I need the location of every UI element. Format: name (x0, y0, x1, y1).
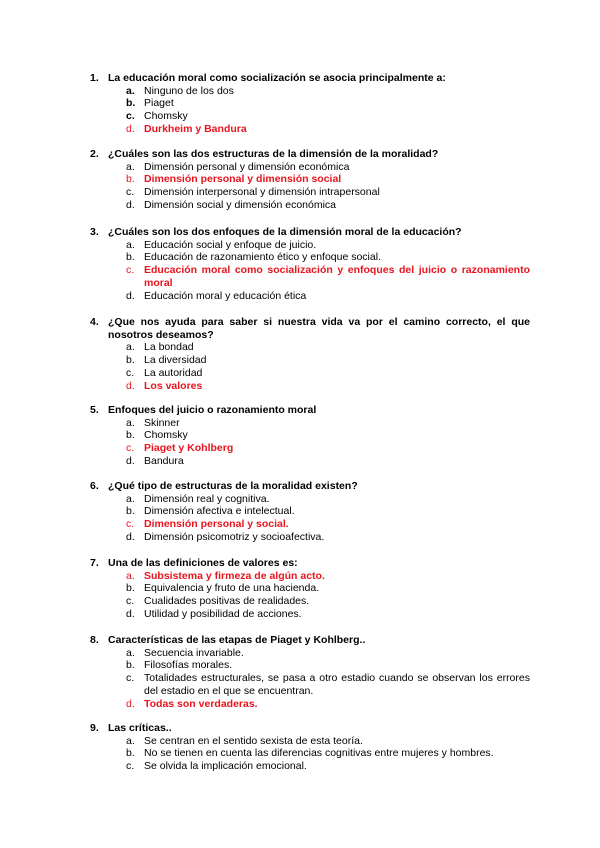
option-letter: c. (126, 595, 135, 608)
question-text: Una de las definiciones de valores es: (108, 557, 298, 569)
option-letter: b. (126, 505, 135, 518)
answer-option-b (90, 659, 530, 672)
option-letter: d. (126, 454, 135, 467)
question-2 (90, 148, 530, 212)
question-heading (90, 316, 530, 341)
question-heading (90, 480, 530, 493)
answer-options (90, 417, 530, 468)
option-text: Educación moral como socialización y enfoques del juicio o razonamiento moral (144, 264, 530, 289)
option-letter: b. (126, 97, 136, 110)
option-letter: b. (126, 582, 135, 595)
option-letter: d. (126, 607, 135, 620)
question-text: ¿Qué tipo de estructuras de la moralidad existen? (108, 480, 358, 492)
question-number: 6. (90, 480, 99, 492)
option-text: La autoridad (144, 366, 203, 379)
option-text: Dimensión afectiva e intelectual. (144, 505, 295, 518)
answer-option-d (90, 123, 530, 136)
option-text: Dimensión real y cognitiva. (144, 492, 270, 505)
option-text: Filosofías morales. (144, 659, 233, 672)
answer-option-d (90, 608, 530, 621)
option-text: Piaget (144, 97, 174, 110)
question-heading (90, 722, 530, 735)
answer-options (90, 570, 530, 621)
option-text: Chomsky (144, 429, 188, 442)
answer-options (90, 493, 530, 544)
question-7 (90, 557, 530, 621)
answer-option-a (90, 417, 530, 430)
answer-options (90, 161, 530, 212)
answer-option-d (90, 199, 530, 212)
question-number: 9. (90, 722, 99, 734)
question-text: Características de las etapas de Piaget y Kohlberg.. (108, 634, 366, 646)
option-text: Subsistema y firmeza de algún acto. (144, 569, 325, 582)
answer-option-a (90, 239, 530, 252)
answer-option-a (90, 647, 530, 660)
answer-option-b (90, 582, 530, 595)
option-letter: d. (126, 198, 135, 211)
option-letter: a. (126, 84, 135, 97)
question-heading (90, 404, 530, 417)
option-letter: c. (126, 442, 135, 455)
option-text: Piaget y Kohlberg (144, 442, 234, 455)
option-text: Secuencia invariable. (144, 646, 244, 659)
option-letter: c. (126, 186, 135, 199)
answer-options (90, 341, 530, 392)
option-text: Ninguno de los dos (144, 84, 234, 97)
option-text: Skinner (144, 416, 180, 429)
answer-option-a (90, 570, 530, 583)
question-5 (90, 404, 530, 468)
option-text: La diversidad (144, 354, 207, 367)
question-text: ¿Que nos ayuda para saber si nuestra vida va por el camino correcto, el que nosotros deseamos? (108, 316, 530, 341)
question-heading (90, 557, 530, 570)
answer-option-b (90, 429, 530, 442)
option-letter: d. (126, 379, 135, 392)
option-text: Dimensión interpersonal y dimensión intrapersonal (144, 186, 380, 199)
option-letter: a. (126, 646, 135, 659)
answer-option-c (90, 595, 530, 608)
question-1 (90, 72, 530, 136)
option-text: Dimensión psicomotriz y socioafectiva. (144, 530, 325, 543)
option-text: Educación social y enfoque de juicio. (144, 238, 317, 251)
answer-option-c (90, 760, 530, 773)
answer-option-a (90, 85, 530, 98)
option-text: Utilidad y posibilidad de acciones. (144, 607, 302, 620)
option-letter: d. (126, 289, 135, 302)
answer-option-c (90, 442, 530, 455)
option-text: Bandura (144, 454, 184, 467)
question-number: 1. (90, 72, 99, 84)
option-text: Dimensión personal y dimensión social (144, 173, 342, 186)
option-text: La bondad (144, 341, 194, 354)
option-text: Durkheim y Bandura (144, 122, 247, 135)
answer-option-a (90, 341, 530, 354)
answer-options (90, 239, 530, 303)
option-letter: b. (126, 251, 135, 264)
question-heading (90, 148, 530, 161)
option-letter: c. (126, 110, 135, 123)
question-heading (90, 226, 530, 239)
answer-option-d (90, 698, 530, 711)
option-letter: b. (126, 173, 135, 186)
question-text: La educación moral como socialización se asocia principalmente a: (108, 72, 446, 84)
answer-option-c (90, 186, 530, 199)
question-text: ¿Cuáles son los dos enfoques de la dimensión moral de la educación? (108, 226, 462, 238)
question-number: 3. (90, 226, 99, 238)
option-letter: a. (126, 341, 135, 354)
option-text: Los valores (144, 379, 203, 392)
option-letter: a. (126, 416, 135, 429)
answer-option-c (90, 367, 530, 380)
answer-options (90, 647, 530, 711)
answer-option-d (90, 290, 530, 303)
answer-options (90, 85, 530, 136)
option-text: Chomsky (144, 110, 188, 123)
question-number: 5. (90, 404, 99, 416)
option-text: Educación moral y educación ética (144, 289, 307, 302)
option-text: Dimensión social y dimensión económica (144, 198, 337, 211)
option-letter: c. (126, 672, 135, 685)
option-text: Dimensión personal y social. (144, 518, 289, 531)
answer-option-c (90, 264, 530, 289)
answer-option-a (90, 161, 530, 174)
question-text: Las críticas.. (108, 722, 172, 734)
question-heading (90, 72, 530, 85)
answer-option-b (90, 97, 530, 110)
option-letter: b. (126, 354, 135, 367)
question-3 (90, 226, 530, 302)
option-letter: b. (126, 659, 135, 672)
answer-option-b (90, 251, 530, 264)
option-letter: c. (126, 264, 135, 277)
question-number: 8. (90, 634, 99, 646)
option-letter: c. (126, 518, 135, 531)
option-letter: b. (126, 429, 135, 442)
answer-option-b (90, 505, 530, 518)
option-letter: a. (126, 492, 135, 505)
answer-option-a (90, 493, 530, 506)
option-letter: d. (126, 697, 135, 710)
answer-option-b (90, 173, 530, 186)
option-letter: c. (126, 760, 135, 773)
option-text: Totalidades estructurales, se pasa a otro estadio cuando se observan los errores del estadio en el que se encuentran. (144, 672, 530, 697)
question-4 (90, 316, 530, 392)
option-text: No se tienen en cuenta las diferencias cognitivas entre mujeres y hombres. (144, 747, 494, 760)
answer-option-b (90, 747, 530, 760)
option-text: Dimensión personal y dimensión económica (144, 160, 350, 173)
answer-options (90, 735, 530, 773)
answer-option-b (90, 354, 530, 367)
question-6 (90, 480, 530, 544)
option-letter: b. (126, 747, 135, 760)
option-text: Cualidades positivas de realidades. (144, 595, 310, 608)
question-text: ¿Cuáles son las dos estructuras de la dimensión de la moralidad? (108, 148, 439, 160)
option-letter: a. (126, 569, 135, 582)
question-number: 4. (90, 316, 99, 328)
question-text: Enfoques del juicio o razonamiento moral (108, 404, 317, 416)
option-letter: a. (126, 160, 135, 173)
answer-option-d (90, 380, 530, 393)
option-letter: d. (126, 122, 135, 135)
answer-option-a (90, 735, 530, 748)
answer-option-c (90, 518, 530, 531)
answer-option-c (90, 110, 530, 123)
question-heading (90, 634, 530, 647)
option-text: Educación de razonamiento ético y enfoque social. (144, 251, 381, 264)
option-letter: d. (126, 530, 135, 543)
option-letter: a. (126, 734, 135, 747)
question-number: 7. (90, 557, 99, 569)
option-text: Se olvida la implicación emocional. (144, 760, 307, 773)
answer-option-c (90, 672, 530, 697)
question-9 (90, 722, 530, 773)
option-letter: c. (126, 366, 135, 379)
question-8 (90, 634, 530, 710)
question-number: 2. (90, 148, 99, 160)
option-text: Todas son verdaderas. (144, 697, 258, 710)
option-letter: a. (126, 238, 135, 251)
option-text: Equivalencia y fruto de una hacienda. (144, 582, 320, 595)
answer-option-d (90, 455, 530, 468)
answer-option-d (90, 531, 530, 544)
option-text: Se centran en el sentido sexista de esta teoría. (144, 734, 363, 747)
